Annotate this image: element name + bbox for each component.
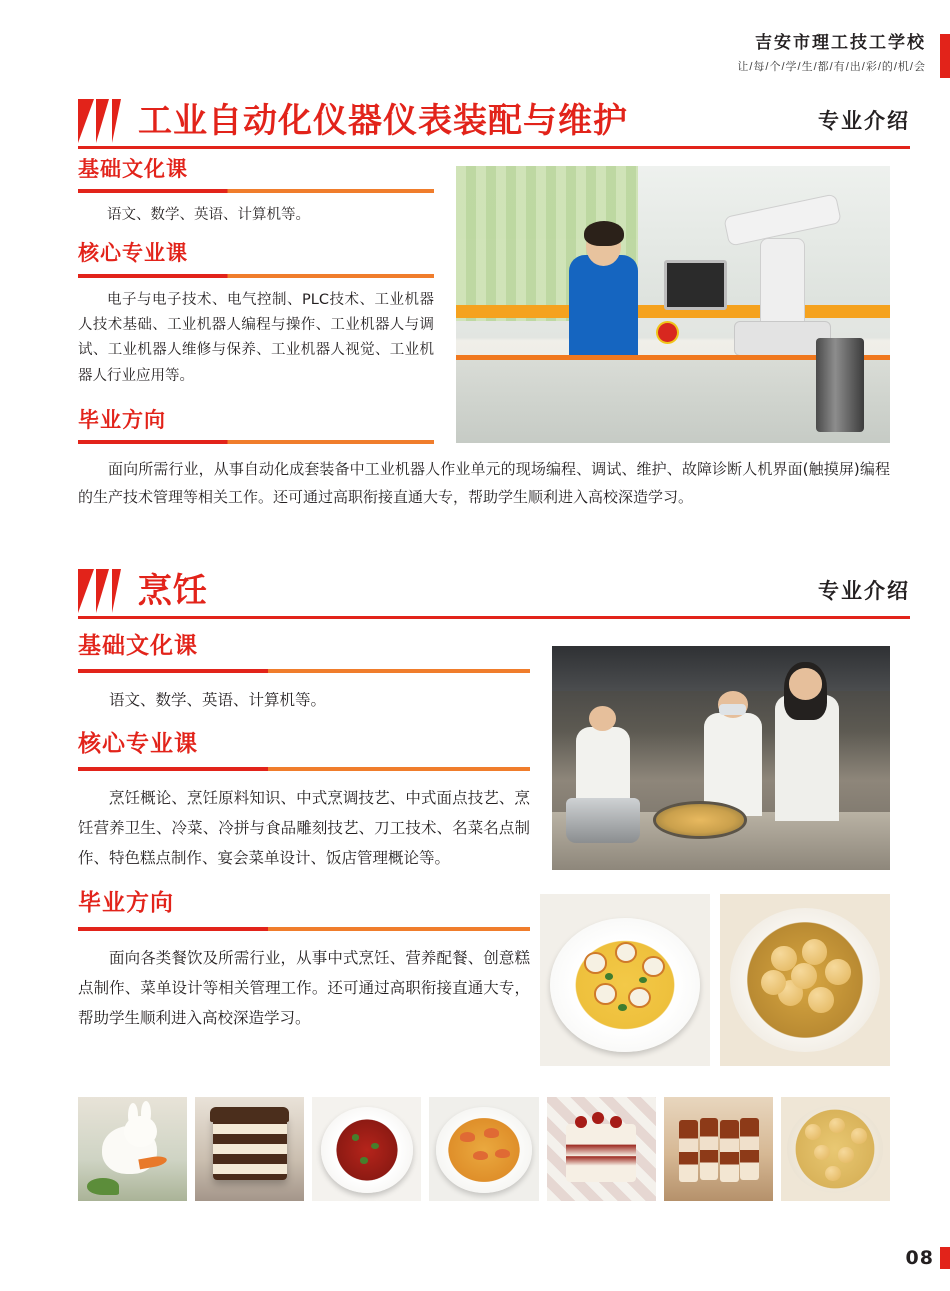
- section2-text-column: [78, 634, 530, 1033]
- school-name: 吉安市理工技工学校: [755, 33, 926, 53]
- school-slogan: 让/每/个/学/生/都/有/出/彩/的/机/会: [737, 60, 926, 73]
- divider-rule: [78, 274, 434, 278]
- divider-rule: [78, 440, 434, 444]
- flag-stripes-icon: [78, 569, 132, 613]
- subheading-graduation: 毕业方向: [78, 408, 166, 433]
- photo-dish-tangyuan-soup: [720, 894, 890, 1066]
- school-identity: [737, 34, 940, 74]
- basic-courses-text: 语文、数学、英语、计算机等。: [107, 207, 310, 224]
- core-courses-text: 烹饪概论、烹饪原料知识、中式烹调技艺、中式面点技艺、烹饪营养卫生、冷菜、冷拼与食品雕刻技艺、刀工技术、名菜名点制作、特色糕点制作、宴会菜单设计、饭店管理概论等。: [78, 788, 530, 868]
- photo-culinary-kitchen-class: [552, 646, 890, 870]
- subheading-graduation: 毕业方向: [78, 890, 174, 917]
- core-courses-text: 电子与电子技术、电气控制、PLC技术、工业机器人技术基础、工业机器人编程与操作、工业机器人与调试、工业机器人维修与保养、工业机器人视觉、工业机器人行业应用等。: [78, 291, 434, 384]
- page-header: [630, 34, 950, 82]
- subheading-core-courses: 核心专业课: [78, 730, 198, 757]
- subheading-core-courses: 核心专业课: [78, 241, 188, 266]
- divider-rule: [78, 189, 434, 193]
- graduation-direction-text: 面向所需行业，从事自动化成套装备中工业机器人作业单元的现场编程、调试、维护、故障诊断人机界面(触摸屏)编程的生产技术管理等相关工作。还可通过高职衔接直通大专，帮助学生顺利进入高校深造学习。: [78, 460, 890, 506]
- section-industrial-automation: [0, 96, 950, 506]
- basic-courses-text: 语文、数学、英语、计算机等。: [109, 691, 327, 710]
- gallery-item-cherry-cream-cake: [547, 1097, 656, 1201]
- divider-rule: [78, 669, 530, 673]
- flag-stripes-icon: [78, 99, 132, 143]
- header-accent-bar: [940, 34, 950, 78]
- section-tag: 专业介绍: [818, 109, 910, 133]
- photo-dish-yellow-soup: [540, 894, 710, 1066]
- gallery-item-braised-pork-belly: [664, 1097, 773, 1201]
- gallery-item-seafood-pasta-dish: [429, 1097, 538, 1201]
- gallery-item-layered-chocolate-cake: [195, 1097, 304, 1201]
- major-title: 烹饪: [138, 571, 208, 611]
- gallery-item-carved-rabbit-garnish: [78, 1097, 187, 1201]
- section-tag: 专业介绍: [818, 579, 910, 603]
- page-number: 08: [905, 1247, 934, 1269]
- major-title: 工业自动化仪器仪表装配与维护: [138, 101, 628, 141]
- gallery-item-glazed-dessert-balls: [781, 1097, 890, 1201]
- divider-rule: [78, 927, 530, 931]
- subheading-basic-courses: 基础文化课: [78, 157, 188, 181]
- food-gallery-strip: [78, 1097, 890, 1201]
- footer-accent-bar: [940, 1247, 950, 1269]
- photo-industrial-robot-workshop: [456, 166, 890, 443]
- section-title-row: [78, 96, 910, 149]
- section-culinary: [0, 566, 950, 1028]
- divider-rule: [78, 767, 530, 771]
- subheading-basic-courses: 基础文化课: [78, 633, 198, 659]
- page-footer: [906, 1247, 950, 1269]
- graduation-direction-text: 面向各类餐饮及所需行业，从事中式烹饪、营养配餐、创意糕点制作、菜单设计等相关管理工作。还可通过高职衔接直通大专，帮助学生顺利进入高校深造学习。: [78, 948, 530, 1028]
- section-title-row: [78, 566, 910, 619]
- section1-text-column: [78, 158, 434, 444]
- gallery-item-spicy-red-dish: [312, 1097, 421, 1201]
